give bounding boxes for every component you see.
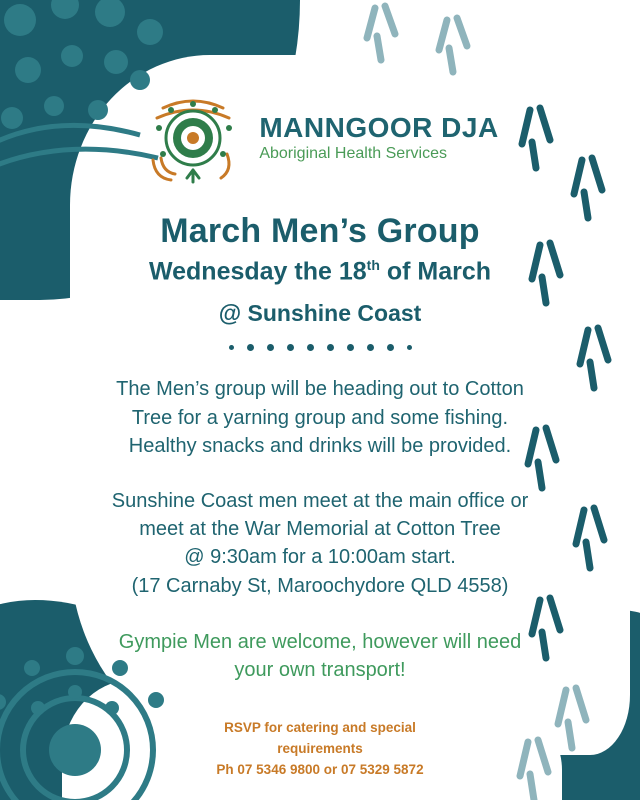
transport-note-line: Gympie Men are welcome, however will need: [118, 631, 522, 654]
paragraph-line: Tree for a yarning group and some fishing.: [131, 406, 509, 429]
logo-text: [259, 113, 498, 162]
dot-divider: [229, 341, 412, 353]
paragraph-line: The Men’s group will be heading out to Cotton: [116, 378, 524, 401]
rsvp-line: requirements: [277, 740, 363, 756]
logo: [141, 92, 498, 184]
event-date-prefix: Wednesday the 18: [148, 257, 367, 286]
paragraph-line: @ 9:30am for a 10:00am start.: [184, 546, 456, 569]
paragraph-line: Healthy snacks and drinks will be provided.: [128, 435, 512, 458]
transport-note-line: your own transport!: [234, 659, 406, 682]
logo-title: MANNGOOR DJA: [259, 112, 499, 144]
rsvp-block: [216, 718, 423, 781]
paragraph-activities: [60, 375, 580, 460]
event-date-ordinal: th: [366, 257, 380, 273]
event-date: [149, 257, 491, 286]
event-location: @ Sunshine Coast: [218, 300, 422, 327]
paragraph-line: Sunshine Coast men meet at the main office or: [111, 489, 529, 512]
page-title: March Men’s Group: [160, 212, 480, 250]
paragraph-line: (17 Carnaby St, Maroochydore QLD 4558): [131, 574, 509, 597]
event-date-suffix: of March: [379, 257, 492, 286]
rsvp-phone: Ph 07 5346 9800 or 07 5329 5872: [216, 761, 424, 777]
paragraph-meeting-details: [60, 487, 580, 601]
paragraph-line: meet at the War Memorial at Cotton Tree: [139, 517, 501, 540]
transport-note: [70, 628, 570, 684]
aboriginal-dot-circle-logo-icon: [141, 92, 245, 184]
rsvp-line: RSVP for catering and special: [224, 720, 416, 736]
logo-subtitle: Aboriginal Health Services: [259, 144, 447, 162]
